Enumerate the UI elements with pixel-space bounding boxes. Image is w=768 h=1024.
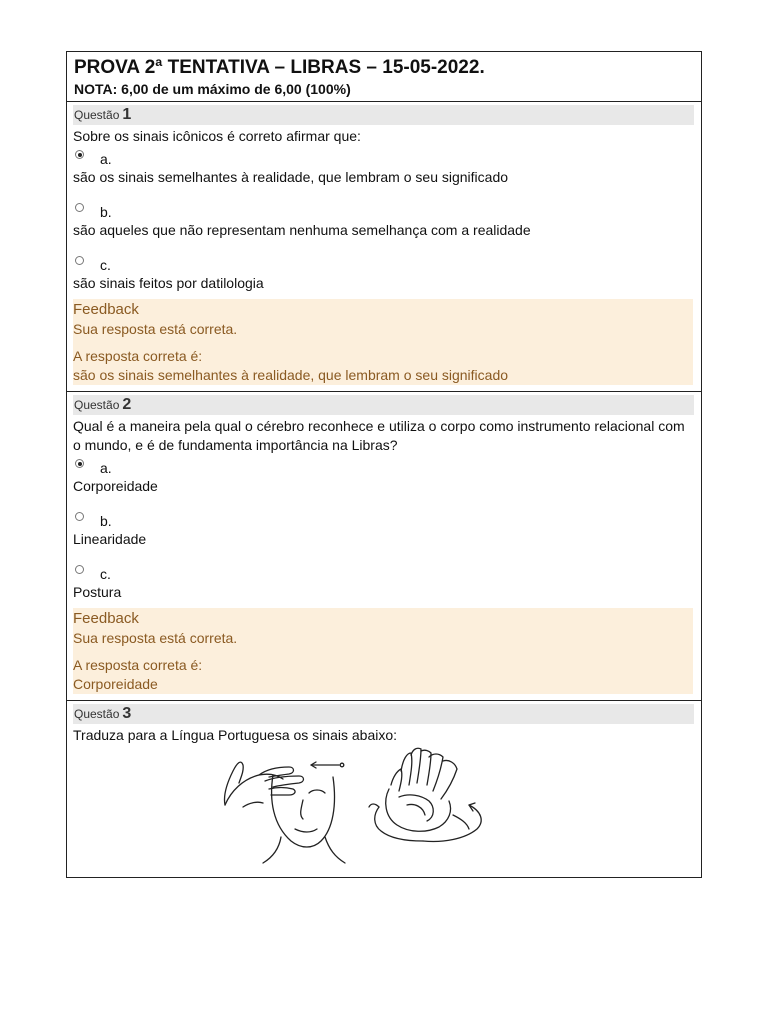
feedback-result: Sua resposta está correta. [73, 630, 238, 646]
two-hands-circular-sign-icon [369, 748, 481, 841]
option-text: Postura [73, 584, 122, 600]
exam-sheet [66, 51, 702, 878]
feedback-title: Feedback [73, 301, 139, 318]
face-with-hand-sign-icon [224, 762, 345, 863]
feedback-answer: Corporeidade [73, 676, 158, 692]
option-letter: b. [100, 513, 112, 529]
question-label: Questão [74, 108, 120, 122]
question-label: Questão [74, 707, 120, 721]
feedback-answer: são os sinais semelhantes à realidade, que lembram o seu significado [73, 367, 509, 383]
option-text: são aqueles que não representam nenhuma semelhança com a realidade [73, 222, 531, 238]
feedback-box [73, 299, 693, 385]
question-text: Sobre os sinais icônicos é correto afirmar que: [73, 128, 361, 144]
exam-grade: NOTA: 6,00 de um máximo de 6,00 (100%) [74, 81, 351, 97]
question-number: 2 [122, 396, 132, 413]
question-1 [67, 102, 701, 392]
radio-unselected-icon[interactable] [75, 203, 84, 212]
radio-selected-icon[interactable] [75, 150, 84, 159]
option-b[interactable] [73, 510, 694, 549]
option-text: são sinais feitos por datilologia [73, 275, 264, 291]
libras-signs-drawing [203, 745, 503, 867]
sign-illustrations [73, 745, 694, 871]
feedback-answer-label: A resposta correta é: [73, 657, 203, 673]
question-number: 1 [122, 106, 132, 123]
option-text: são os sinais semelhantes à realidade, que lembram o seu significado [73, 169, 509, 185]
option-a[interactable] [73, 148, 694, 187]
feedback-answer-label: A resposta correta é: [73, 348, 203, 364]
question-text: Qual é a maneira pela qual o cérebro reconhece e utiliza o corpo como instrumento relacional com o mundo, e é de fundamenta importância na Libras? [73, 418, 685, 453]
question-label: Questão [74, 398, 120, 412]
radio-unselected-icon[interactable] [75, 565, 84, 574]
question-3 [67, 701, 701, 877]
question-text: Traduza para a Língua Portuguesa os sinais abaixo: [73, 727, 398, 743]
radio-selected-icon[interactable] [75, 459, 84, 468]
option-c[interactable] [73, 563, 694, 602]
exam-title: PROVA 2ª TENTATIVA – LIBRAS – 15-05-2022. [74, 57, 485, 78]
question-header [73, 395, 694, 415]
option-c[interactable] [73, 254, 694, 293]
question-header [73, 704, 694, 724]
exam-header [67, 52, 701, 102]
question-2 [67, 392, 701, 701]
option-letter: a. [100, 460, 112, 476]
feedback-title: Feedback [73, 610, 139, 627]
option-letter: c. [100, 566, 111, 582]
feedback-result: Sua resposta está correta. [73, 321, 238, 337]
option-letter: b. [100, 204, 112, 220]
radio-unselected-icon[interactable] [75, 256, 84, 265]
option-letter: c. [100, 257, 111, 273]
option-text: Corporeidade [73, 478, 158, 494]
option-b[interactable] [73, 201, 694, 240]
question-number: 3 [122, 705, 132, 722]
option-text: Linearidade [73, 531, 147, 547]
option-letter: a. [100, 151, 112, 167]
radio-unselected-icon[interactable] [75, 512, 84, 521]
feedback-box [73, 608, 693, 694]
option-a[interactable] [73, 457, 694, 496]
question-header [73, 105, 694, 125]
